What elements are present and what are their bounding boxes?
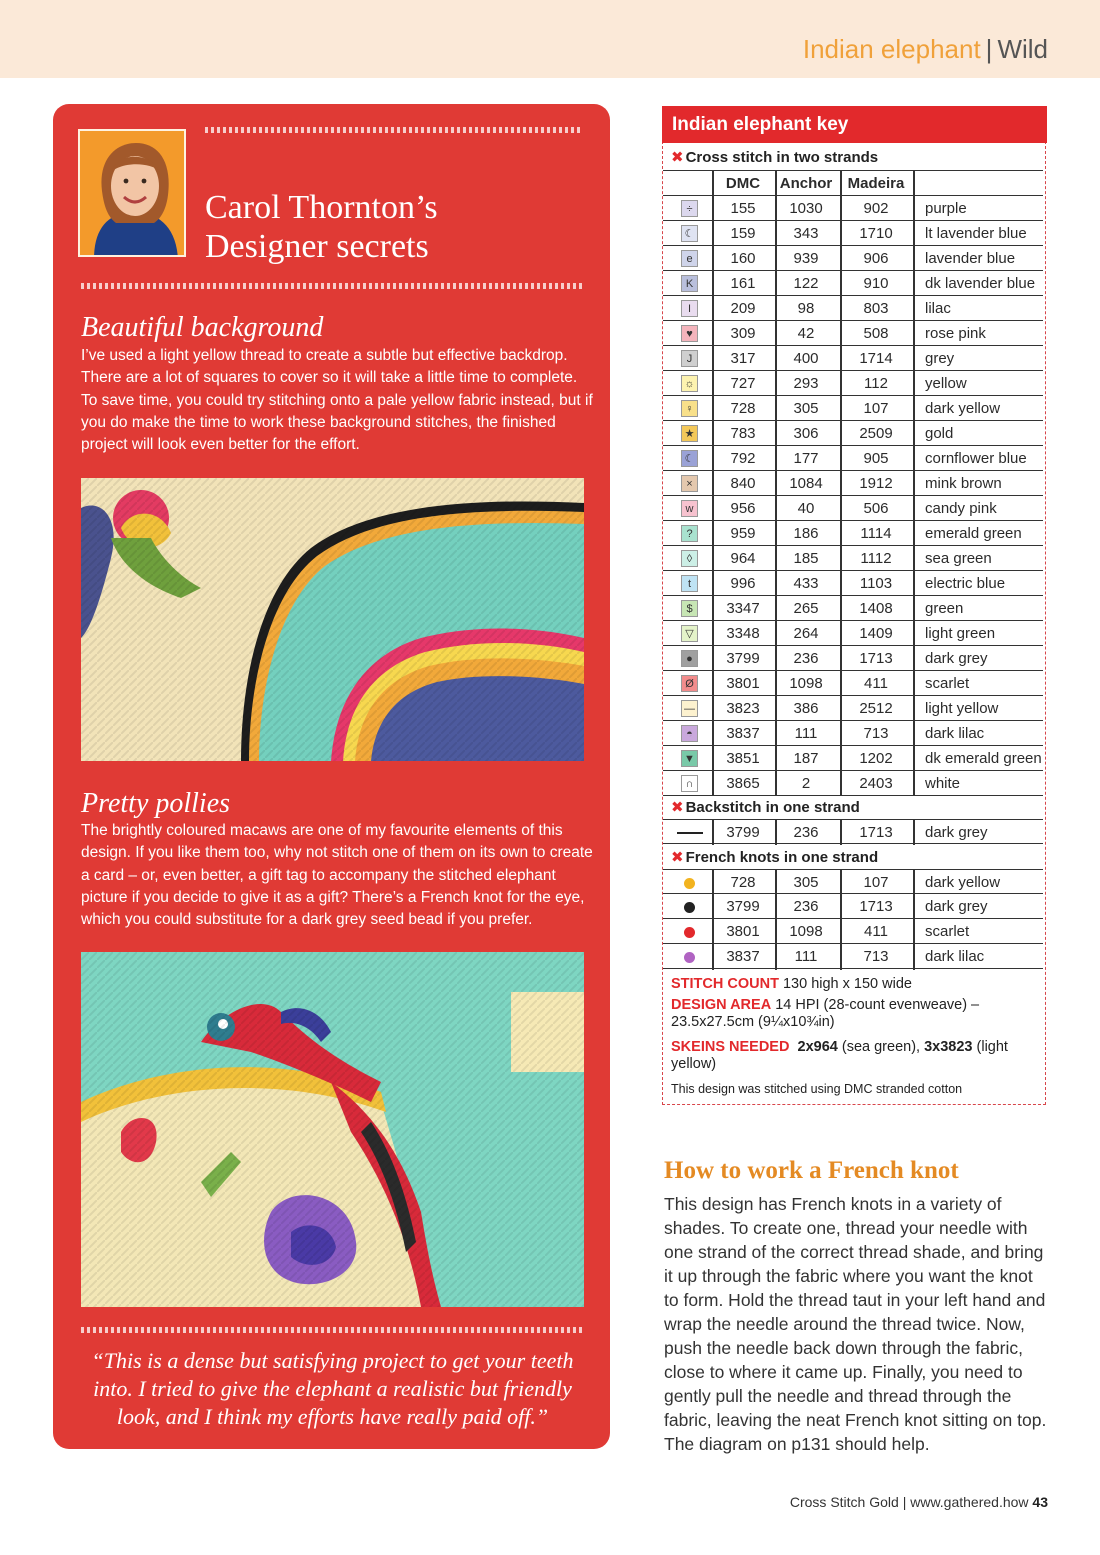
colour-name-cell: dark grey [925,824,988,841]
dmc-cell: 155 [730,200,756,217]
section-heading-macaws: Pretty pollies [81,788,231,819]
thread-symbol-icon: J [681,350,698,367]
key-row [663,721,1043,746]
thread-symbol-icon: Ø [681,675,698,692]
madeira-cell: 1710 [859,225,893,242]
cross-icon: ✖ [671,149,684,166]
thread-symbol-icon: ☼ [681,375,698,392]
colour-name-cell: electric blue [925,575,1006,592]
thread-symbol-icon: ● [681,650,698,667]
dmc-cell: 964 [730,550,756,567]
dmc-cell: 792 [730,450,756,467]
colour-name-cell: emerald green [925,525,1022,542]
french-knot-body: This design has French knots in a variety of shades. To create one, thread your needle with one strand of the correct thread shade, and bring it up through the fabric where you want the knot to form. Hold the thread taut in your left hand and wrap the needle around the thread twice. Now, push the needle back down through the fabric, close to where it came up. Finally, you need to gently pull the needle and thread through the fabric, leaving the neat French knot sitting on top. The diagram on p131 should help. [664,1194,1047,1454]
thread-symbol-icon: t [681,575,698,592]
anchor-cell: 305 [793,400,819,417]
column-rule [840,819,842,845]
anchor-cell: 111 [794,948,818,965]
skeins-2-note: (light yellow) [671,1039,1008,1072]
dmc-cell: 3347 [726,600,760,617]
anchor-cell: 1084 [789,475,823,492]
anchor-cell: 939 [793,250,819,267]
anchor-cell: 2 [801,775,811,792]
colour-name-cell: dark yellow [925,874,1001,891]
dmc-cell: 3837 [726,948,760,965]
madeira-cell: 2403 [859,775,893,792]
thread-symbol-icon: ∩ [681,775,698,792]
colour-name-cell: grey [925,350,955,367]
key-row [663,521,1043,546]
knot-colour-dot-icon [684,902,695,913]
colour-name-cell: purple [925,200,967,217]
key-row [663,421,1043,446]
skeins-1-note: (sea green), [841,1039,921,1055]
thread-symbol-icon: × [681,475,698,492]
colour-name-cell: light green [925,625,996,642]
thread-symbol-icon: ◊ [681,550,698,567]
skeins-2: 3x3823 [924,1039,973,1055]
design-area-value: 14 HPI (28-count evenweave) – 23.5x27.5cm (9¼x10¾in) [671,997,980,1030]
column-rule [840,869,842,970]
colour-name-cell: scarlet [925,675,970,692]
column-rule [913,170,915,795]
decorative-divider [205,127,583,133]
key-row [663,746,1043,771]
thread-symbol-icon: w [681,500,698,517]
column-rule [913,819,915,845]
knot-colour-dot-icon [684,878,695,889]
anchor-cell: 305 [793,874,819,891]
key-row [663,671,1043,696]
dmc-cell: 783 [730,425,756,442]
colour-name-cell: yellow [925,375,967,392]
colour-name-cell: green [925,600,964,617]
dmc-cell: 959 [730,525,756,542]
thread-symbol-icon: e [681,250,698,267]
dmc-cell: 3801 [726,923,760,940]
key-row [663,546,1043,571]
anchor-cell: 400 [793,350,819,367]
madeira-cell: 1112 [860,550,892,567]
thread-symbol-icon: ★ [681,425,698,442]
madeira-cell: 910 [863,275,889,292]
dmc-cell: 3823 [726,700,760,717]
thread-symbol-icon: ☾ [681,450,698,467]
thread-symbol-icon: ▼ [681,750,698,767]
madeira-cell: 1202 [859,750,893,767]
dmc-cell: 3799 [726,650,760,667]
backstitch-line-icon [677,832,703,834]
madeira-cell: 1912 [859,475,893,492]
anchor-cell: 433 [793,575,819,592]
key-row [663,496,1043,521]
key-row [663,646,1043,671]
page-number: 43 [1032,1494,1048,1510]
design-area-label: DESIGN AREA [671,997,772,1013]
madeira-cell: 1114 [860,525,892,542]
anchor-cell: 1098 [789,675,823,692]
dmc-cell: 840 [730,475,756,492]
colour-name-cell: light yellow [925,700,999,717]
colour-name-cell: rose pink [925,325,986,342]
column-header: Anchor [779,175,833,192]
key-row [663,446,1043,471]
thread-symbol-icon: ◓ [681,725,698,742]
colour-name-cell: dark lilac [925,725,985,742]
key-row [663,371,1043,396]
anchor-cell: 98 [797,300,815,317]
colour-name-cell: white [925,775,961,792]
header-section: Indian elephant [802,34,981,64]
anchor-cell: 1030 [789,200,823,217]
dmc-cell: 728 [730,874,756,891]
dmc-cell: 956 [730,500,756,517]
thread-symbol-icon: ▽ [681,625,698,642]
backstitch-row [663,819,1043,844]
colour-name-cell: dk lavender blue [925,275,1036,292]
key-row [663,221,1043,246]
column-rule [712,819,714,845]
dmc-cell: 3865 [726,775,760,792]
madeira-cell: 1408 [859,600,893,617]
footer-magazine: Cross Stitch Gold [789,1494,899,1510]
madeira-cell: 2512 [859,700,893,717]
column-rule [712,869,714,970]
anchor-cell: 185 [793,550,819,567]
stitch-count-label: STITCH COUNT [671,976,779,992]
dmc-cell: 160 [730,250,756,267]
key-row [663,471,1043,496]
designer-quote: “This is a dense but satisfying project to get your teeth into. I tried to give the elephant a realistic but friendly look, and I think my efforts have really paid off.” [91,1348,574,1429]
key-row [663,771,1043,796]
header-category: Wild [997,34,1048,64]
column-rule [775,170,777,795]
footer-url: www.gathered.how [910,1494,1029,1510]
dmc-cell: 3801 [726,675,760,692]
colour-name-cell: dk emerald green [925,750,1042,767]
backstitch-heading [671,798,860,816]
madeira-cell: 1714 [859,350,893,367]
colour-name-cell: lt lavender blue [925,225,1027,242]
design-area [671,997,1041,1031]
colour-name-cell: sea green [925,550,992,567]
madeira-cell: 506 [863,500,889,517]
madeira-cell: 411 [864,923,888,940]
anchor-cell: 236 [793,898,819,915]
colour-name-cell: scarlet [925,923,970,940]
anchor-cell: 40 [797,500,815,517]
backstitch-heading-text: Backstitch in one strand [685,799,860,816]
stitch-count-value: 130 high x 150 wide [782,976,912,992]
anchor-cell: 236 [793,650,819,667]
madeira-cell: 902 [863,200,889,217]
colour-name-cell: dark grey [925,650,988,667]
dmc-cell: 728 [730,400,756,417]
anchor-cell: 265 [793,600,819,617]
stitching-photo-background [81,478,584,761]
anchor-cell: 343 [793,225,819,242]
anchor-cell: 386 [793,700,819,717]
key-row [663,396,1043,421]
madeira-cell: 1103 [859,575,893,592]
thread-symbol-icon: $ [681,600,698,617]
anchor-cell: 177 [793,450,819,467]
skeins-1: 2x964 [797,1039,838,1055]
madeira-cell: 905 [863,450,889,467]
decorative-divider [81,1327,583,1333]
key-table-header [663,170,1043,196]
key-row [663,321,1043,346]
stitching-photo-macaw [81,952,584,1307]
colour-name-cell: cornflower blue [925,450,1027,467]
thread-symbol-icon: ♀ [681,400,698,417]
madeira-cell: 1713 [859,824,893,841]
french-knot-row [663,944,1043,969]
french-knot-heading [671,848,878,866]
dmc-cell: 209 [730,300,756,317]
knot-colour-dot-icon [684,927,695,938]
key-row [663,571,1043,596]
column-rule [840,170,842,795]
anchor-cell: 293 [793,375,819,392]
key-row [663,596,1043,621]
decorative-divider [81,283,583,289]
dmc-cell: 161 [730,275,756,292]
designer-portrait [78,129,186,257]
thread-symbol-icon: I [681,300,698,317]
anchor-cell: 122 [793,275,819,292]
colour-name-cell: dark grey [925,898,988,915]
skeins-label: SKEINS NEEDED [671,1039,790,1055]
dmc-cell: 159 [730,225,756,242]
thread-symbol-icon: ♥ [681,325,698,342]
section-body-background: I’ve used a light yellow thread to create a subtle but effective backdrop. There are a lot of squares to cover so it will take a little time to complete. To save time, you could try stitching onto a pale yellow fabric instead, but if you do make the time to work these background stitches, the finished project will look even better for the effort. [81,347,593,454]
knot-colour-dot-icon [684,952,695,963]
dmc-cell: 317 [730,350,756,367]
french-knot-heading-text: French knots in one strand [685,849,879,866]
madeira-cell: 1713 [859,650,893,667]
madeira-cell: 508 [863,325,889,342]
column-header: DMC [725,175,761,192]
dmc-cell: 309 [730,325,756,342]
madeira-cell: 411 [864,675,888,692]
column-rule [775,869,777,970]
dmc-cell: 3851 [726,750,760,767]
anchor-cell: 187 [793,750,819,767]
cross-stitch-heading [671,148,878,166]
madeira-cell: 2509 [859,425,893,442]
colour-name-cell: lavender blue [925,250,1016,267]
french-knot-row [663,894,1043,919]
skeins-needed [671,1039,1041,1073]
key-row [663,346,1043,371]
key-row [663,296,1043,321]
anchor-cell: 306 [793,425,819,442]
key-row [663,271,1043,296]
anchor-cell: 236 [793,824,819,841]
dmc-cell: 3837 [726,725,760,742]
madeira-cell: 713 [863,948,889,965]
key-row [663,196,1043,221]
cross-stitch-heading-text: Cross stitch in two strands [685,149,879,166]
dmc-cell: 3348 [726,625,760,642]
thread-symbol-icon: K [681,275,698,292]
key-title: Indian elephant key [662,106,1047,143]
colour-name-cell: dark yellow [925,400,1001,417]
dmc-cell: 996 [730,575,756,592]
anchor-cell: 42 [797,325,815,342]
anchor-cell: 1098 [789,923,823,940]
colour-name-cell: mink brown [925,475,1002,492]
madeira-cell: 107 [863,400,889,417]
madeira-cell: 803 [863,300,889,317]
stitch-count [671,976,1041,993]
designer-name: Carol Thornton’s [205,189,438,226]
thread-symbol-icon: — [681,700,698,717]
cross-icon: ✖ [671,849,684,866]
dmc-cell: 727 [730,375,756,392]
anchor-cell: 186 [793,525,819,542]
page-footer: Cross Stitch Gold | www.gathered.how 43 [789,1494,1048,1510]
dmc-cell: 3799 [726,824,760,841]
key-row [663,246,1043,271]
dmc-cell: 3799 [726,898,760,915]
designer-subtitle: Designer secrets [205,228,429,265]
thread-symbol-icon: ☾ [681,225,698,242]
key-row [663,696,1043,721]
section-body-macaws: The brightly coloured macaws are one of my favourite elements of this design. If you like them too, why not stitch one of them on its own to create a card – or, even better, a gift tag to accompany the stitched elephant picture if you decide to give it as a gift? There’s a French knot for the eye, which you could substitute for a dark grey seed bead if you prefer. [81,822,593,929]
french-knot-row [663,919,1043,944]
section-heading-background: Beautiful background [81,312,324,343]
colour-name-cell: lilac [925,300,951,317]
madeira-cell: 1409 [859,625,893,642]
column-rule [775,819,777,845]
madeira-cell: 713 [863,725,889,742]
column-header: Madeira [847,175,905,192]
designer-heading [205,188,438,266]
column-rule [712,170,714,795]
madeira-cell: 906 [863,250,889,267]
running-header: Indian elephant | Wild [802,34,1048,64]
anchor-cell: 264 [793,625,819,642]
cross-icon: ✖ [671,799,684,816]
colour-name-cell: gold [925,425,954,442]
thread-note: This design was stitched using DMC stranded cotton [671,1082,963,1096]
madeira-cell: 112 [864,375,888,392]
column-rule [913,869,915,970]
colour-name-cell: dark lilac [925,948,985,965]
colour-name-cell: candy pink [925,500,997,517]
thread-symbol-icon: ÷ [681,200,698,217]
anchor-cell: 111 [794,725,818,742]
french-knot-title: How to work a French knot [664,1157,959,1184]
thread-symbol-icon: ? [681,525,698,542]
key-row [663,621,1043,646]
french-knot-row [663,869,1043,894]
madeira-cell: 107 [863,874,889,891]
madeira-cell: 1713 [859,898,893,915]
